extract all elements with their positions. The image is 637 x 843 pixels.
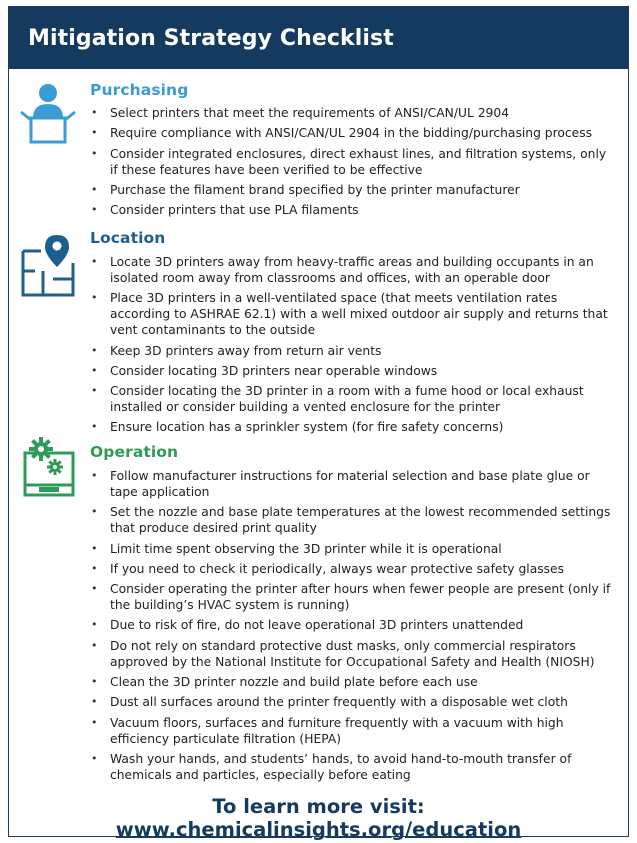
person-at-desk-icon bbox=[19, 82, 77, 144]
printer-gears-icon bbox=[19, 435, 77, 499]
section-title-operation: Operation bbox=[90, 443, 179, 461]
list-item: • Consider printers that use PLA filaments bbox=[90, 202, 614, 218]
list-item: • Purchase the filament brand specified by the printer manufacturer bbox=[90, 182, 614, 198]
list-item: • Dust all surfaces around the printer frequently with a disposable wet cloth bbox=[90, 694, 614, 710]
list-item: • Limit time spent observing the 3D printer while it is operational bbox=[90, 541, 614, 557]
list-item: • Wash your hands, and students’ hands, to avoid hand-to-mouth transfer of chemicals and particles, especially before eating bbox=[90, 751, 614, 783]
list-item: • Follow manufacturer instructions for material selection and base plate glue or tape application bbox=[90, 468, 614, 500]
list-item: • Require compliance with ANSI/CAN/UL 2904 in the bidding/purchasing process bbox=[90, 125, 614, 141]
list-item: • Due to risk of fire, do not leave operational 3D printers unattended bbox=[90, 617, 614, 633]
list-item: • Set the nozzle and base plate temperatures at the lowest recommended settings that produce desired print quality bbox=[90, 504, 614, 536]
list-item: • Place 3D printers in a well-ventilated space (that meets ventilation rates according to ASHRAE 62.1) with a well mixed outdoor air supply and returns that vent contaminants to the outside bbox=[90, 290, 614, 338]
footer-learn-more bbox=[9, 795, 628, 841]
page-title: Mitigation Strategy Checklist bbox=[28, 25, 394, 51]
checklist-card bbox=[8, 6, 629, 841]
operation-list bbox=[90, 468, 614, 787]
list-item: • Consider locating 3D printers near operable windows bbox=[90, 363, 614, 379]
list-item: • Do not rely on standard protective dust masks, only commercial respirators approved by the National Institute for Occupational Safety and Health (NIOSH) bbox=[90, 638, 614, 670]
list-item: • If you need to check it periodically, always wear protective safety glasses bbox=[90, 561, 614, 577]
list-item: • Consider integrated enclosures, direct exhaust lines, and filtration systems, only if these features have been verified to be effective bbox=[90, 146, 614, 178]
list-item: • Vacuum floors, surfaces and furniture frequently with a vacuum with high efficiency particulate filtration (HEPA) bbox=[90, 715, 614, 747]
footer-link[interactable]: www.chemicalinsights.org/education bbox=[115, 818, 522, 841]
header-bar bbox=[9, 7, 628, 69]
floorplan-pin-icon bbox=[19, 233, 77, 297]
list-item: • Consider operating the printer after hours when fewer people are present (only if the building’s HVAC system is running) bbox=[90, 581, 614, 613]
list-item: • Keep 3D printers away from return air vents bbox=[90, 343, 614, 359]
section-title-purchasing: Purchasing bbox=[90, 81, 189, 99]
list-item: • Select printers that meet the requirements of ANSI/CAN/UL 2904 bbox=[90, 105, 614, 121]
list-item: • Locate 3D printers away from heavy-traffic areas and building occupants in an isolated room away from classrooms and offices, with an operable door bbox=[90, 254, 614, 286]
list-item: • Clean the 3D printer nozzle and build plate before each use bbox=[90, 674, 614, 690]
list-item: • Ensure location has a sprinkler system (for fire safety concerns) bbox=[90, 419, 614, 435]
section-title-location: Location bbox=[90, 229, 166, 247]
list-item: • Consider locating the 3D printer in a room with a fume hood or local exhaust installed or consider building a vented enclosure for the printer bbox=[90, 383, 614, 415]
purchasing-list bbox=[90, 105, 614, 222]
footer-prefix: To learn more visit: bbox=[212, 795, 425, 818]
location-list bbox=[90, 254, 614, 440]
